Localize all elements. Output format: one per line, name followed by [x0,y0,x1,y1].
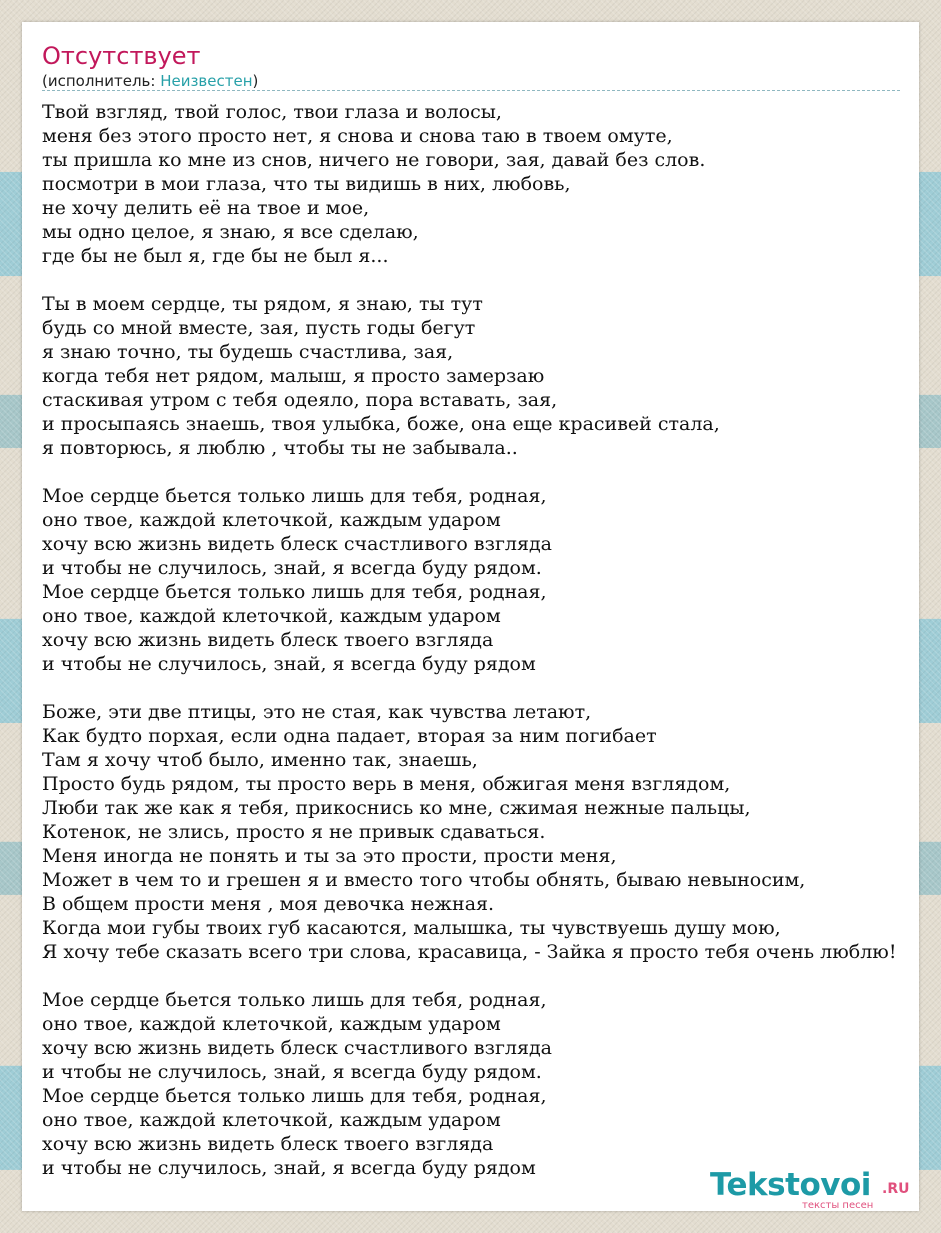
stanza-break [42,268,941,292]
lyric-line: и чтобы не случилось, знай, я всегда буду рядом. [42,557,542,579]
lyric-line: Мое сердце бьется только лишь для тебя, родная, [42,581,547,603]
lyric-line: Котенок, не злись, просто я не привык сдаваться. [42,821,546,843]
lyric-line: посмотри в мои глаза, что ты видишь в них, любовь, [42,173,571,195]
lyric-line: меня без этого просто нет, я снова и снова таю в твоем омуте, [42,125,673,147]
lyric-line: Ты в моем сердце, ты рядом, я знаю, ты тут [42,293,483,315]
lyric-line: Люби так же как я тебя, прикоснись ко мне, сжимая нежные пальцы, [42,797,751,819]
lyric-line: не хочу делить её на твое и мое, [42,197,370,219]
stanza-break [42,460,941,484]
lyric-line: оно твое, каждой клеточкой, каждым ударом [42,1109,501,1131]
song-title: Отсутствует [42,42,201,70]
lyrics-card [22,22,919,1211]
lyric-line: стаскивая утром с тебя одеяло, пора вставать, зая, [42,389,558,411]
artist-prefix: (исполнитель: [42,72,161,90]
lyric-line: Мое сердце бьется только лишь для тебя, родная, [42,1085,547,1107]
lyric-line: Меня иногда не понять и ты за это прости, прости меня, [42,845,617,867]
lyric-line: Твой взгляд, твой голос, твои глаза и волосы, [42,101,502,123]
lyric-line: и просыпаясь знаешь, твоя улыбка, боже, она еще красивей стала, [42,413,720,435]
lyric-line: хочу всю жизнь видеть блеск твоего взгляда [42,1133,494,1155]
lyric-line: Когда мои губы твоих губ касаются, малышка, ты чувствуешь душу мою, [42,917,781,939]
lyric-line: мы одно целое, я знаю, я все сделаю, [42,221,419,243]
lyric-line: будь со мной вместе, зая, пусть годы бегут [42,317,476,339]
artist-link[interactable]: Неизвестен [160,72,253,90]
lyric-line: оно твое, каждой клеточкой, каждым ударом [42,605,501,627]
stanza-break [42,964,941,988]
lyric-line: Я хочу тебе сказать всего три слова, красавица, - Зайка я просто тебя очень люблю! [42,941,897,963]
lyric-line: Мое сердце бьется только лишь для тебя, родная, [42,485,547,507]
logo-domain: .RU [882,1181,910,1197]
lyric-line: В общем прости меня , моя девочка нежная. [42,893,495,915]
lyric-line: Просто будь рядом, ты просто верь в меня, обжигая меня взглядом, [42,773,731,795]
lyric-line: я знаю точно, ты будешь счастлива, зая, [42,341,454,363]
lyrics-text [42,100,941,1180]
stanza-break [42,676,941,700]
lyric-line: когда тебя нет рядом, малыш, я просто замерзаю [42,365,545,387]
lyric-line: хочу всю жизнь видеть блеск счастливого взгляда [42,1037,552,1059]
lyric-line: и чтобы не случилось, знай, я всегда буду рядом [42,1157,536,1179]
site-logo[interactable] [710,1168,920,1212]
lyric-line: Мое сердце бьется только лишь для тебя, родная, [42,989,547,1011]
artist-line [42,72,258,90]
lyric-line: хочу всю жизнь видеть блеск счастливого взгляда [42,533,552,555]
title-divider [42,90,900,91]
lyric-line: ты пришла ко мне из снов, ничего не говори, зая, давай без слов. [42,149,706,171]
lyric-line: хочу всю жизнь видеть блеск твоего взгляда [42,629,494,651]
lyric-line: Там я хочу чтоб было, именно так, знаешь, [42,749,478,771]
logo-wordmark: Tekstovoi [710,1167,871,1203]
lyric-line: оно твое, каждой клеточкой, каждым ударом [42,509,501,531]
lyric-line: и чтобы не случилось, знай, я всегда буду рядом [42,653,536,675]
artist-suffix: ) [252,72,259,90]
lyric-line: Боже, эти две птицы, это не стая, как чувства летают, [42,701,592,723]
lyric-line: Как будто порхая, если одна падает, вторая за ним погибает [42,725,657,747]
lyric-line: где бы не был я, где бы не был я... [42,245,389,267]
logo-tagline: тексты песен [802,1200,874,1211]
lyric-line: Может в чем то и грешен я и вместо того чтобы обнять, бываю невыносим, [42,869,806,891]
lyric-line: и чтобы не случилось, знай, я всегда буду рядом. [42,1061,542,1083]
lyric-line: я повторюсь, я люблю , чтобы ты не забывала.. [42,437,518,459]
lyric-line: оно твое, каждой клеточкой, каждым ударом [42,1013,501,1035]
